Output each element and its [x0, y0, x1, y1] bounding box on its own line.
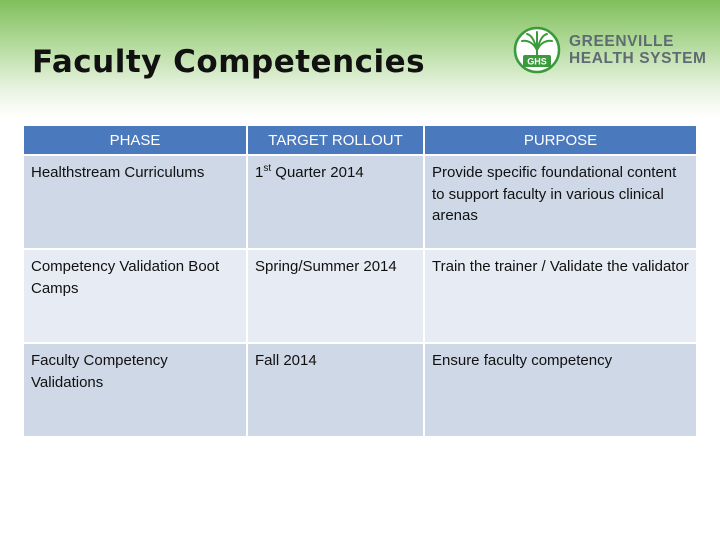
table-row: [24, 343, 696, 436]
logo-line-2: HEALTH SYSTEM: [569, 50, 707, 67]
phase-cell: Faculty Competency Validations: [24, 343, 247, 436]
column-header-target-rollout: TARGET ROLLOUT: [247, 126, 424, 155]
rollout-cell: [247, 155, 424, 249]
phase-cell: Healthstream Curriculums: [24, 155, 247, 249]
column-header-purpose: PURPOSE: [424, 126, 696, 155]
rollout-cell: Fall 2014: [247, 343, 424, 436]
logo-wordmark: [569, 33, 707, 67]
rollout-ordinal-suffix: st: [263, 163, 272, 174]
rollout-cell: Spring/Summer 2014: [247, 249, 424, 343]
table-row: [24, 249, 696, 343]
rollout-ordinal: 1: [255, 164, 264, 181]
rollout-period: Quarter 2014: [271, 164, 364, 181]
phase-cell: Competency Validation Boot Camps: [24, 249, 247, 343]
ghs-logo: [513, 26, 707, 76]
logo-monogram: GHS: [527, 56, 547, 67]
table-header-row: [24, 126, 696, 155]
palm-tree-logo-icon: [513, 26, 561, 74]
table-row: [24, 155, 696, 249]
purpose-cell: Ensure faculty competency: [424, 343, 696, 436]
competencies-table: [24, 126, 696, 436]
purpose-cell: Train the trainer / Validate the validator: [424, 249, 696, 343]
column-header-phase: PHASE: [24, 126, 247, 155]
purpose-cell: Provide specific foundational content to support faculty in various clinical arenas: [424, 155, 696, 249]
logo-line-1: GREENVILLE: [569, 33, 675, 50]
page-title: Faculty Competencies: [32, 44, 426, 80]
